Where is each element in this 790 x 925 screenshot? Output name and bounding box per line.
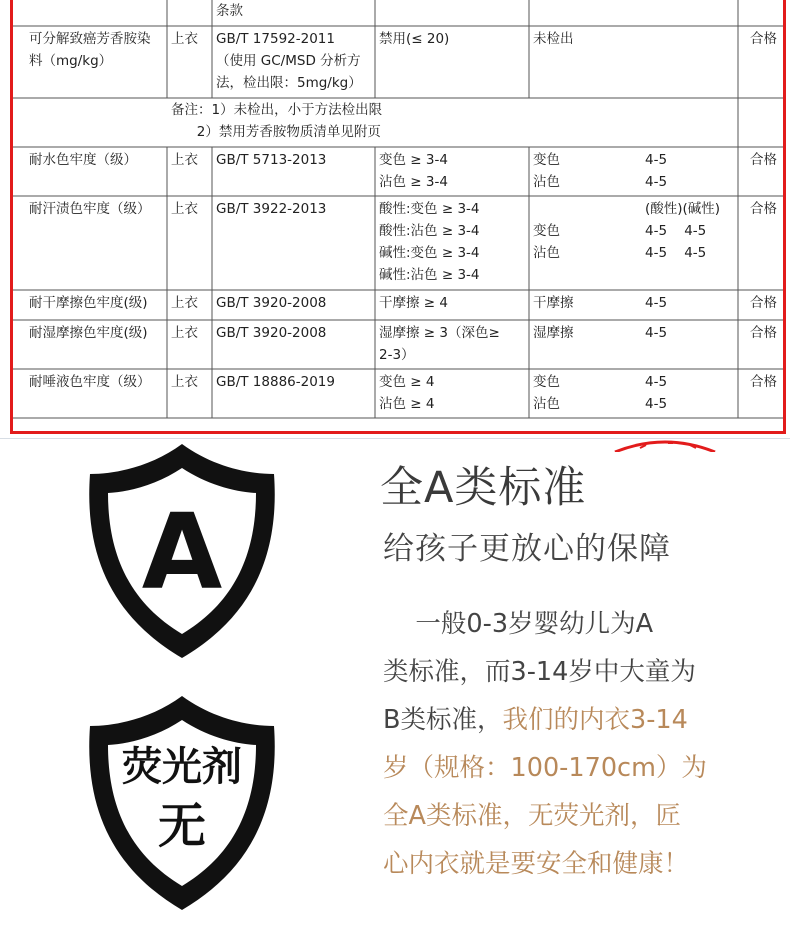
requirement-cell: 沾色 ≥ 3-4 [379,174,448,190]
value-cell: 4-5 4-5 [645,223,707,239]
result-cell: 沾色 [533,245,560,261]
requirement-cell: 酸性:变色 ≥ 3-4 [379,201,480,217]
requirement-cell: 酸性:沾色 ≥ 3-4 [379,223,480,239]
promo-line: 心内衣就是要安全和健康！ [383,849,690,879]
value-cell: 4-5 [645,152,668,168]
verdict-cell: 合格 [750,201,777,217]
method-cell: GB/T 3922-2013 [216,201,327,217]
subheadline: 给孩子更放心的保障 [383,531,671,567]
result-cell: 沾色 [533,396,560,412]
part-cell: 上衣 [171,31,198,47]
result-cell: 湿摩擦 [533,325,574,341]
test-report-table [10,0,786,434]
fluorescent-label: 荧光剂 [122,744,242,790]
value-cell: 4-5 [645,374,668,390]
promo-line: 岁（规格：100-170cm）为 [383,753,707,783]
method-cell: GB/T 17592-2011 [216,31,335,47]
method-cell: GB/T 18886-2019 [216,374,335,390]
item-name-cell: 耐湿摩擦色牢度(级) [29,325,148,341]
value-cell: 4-5 [645,325,668,341]
result-cell: 变色 [533,223,560,239]
requirement-cell: 碱性:变色 ≥ 3-4 [379,245,480,261]
part-cell: 上衣 [171,374,198,390]
headline: 全A类标准 [380,463,587,513]
item-name-cell: 耐水色牢度（级） [29,152,137,168]
value-cell: 4-5 [645,174,668,190]
requirement-cell: 禁用(≤ 20) [379,31,450,47]
requirement-cell: 沾色 ≥ 4 [379,396,435,412]
requirement-cell: 变色 ≥ 3-4 [379,152,448,168]
no-fluorescent-shield-icon [82,690,282,916]
part-cell: 上衣 [171,295,198,311]
result-cell: 干摩擦 [533,295,574,311]
value-header: (酸性)(碱性) [645,201,721,217]
item-name-cell: 可分解致癌芳香胺染 料（mg/kg） [29,31,151,69]
value-cell: 4-5 [645,396,668,412]
requirement-cell: 干摩擦 ≥ 4 [379,295,448,311]
value-cell: 4-5 4-5 [645,245,707,261]
none-label: 无 [157,798,207,854]
stamp-fragment [610,438,720,452]
verdict-cell: 合格 [750,374,777,390]
requirement-cell: 2-3） [379,347,415,363]
verdict-cell: 合格 [750,295,777,311]
method-cell: GB/T 3920-2008 [216,325,327,341]
item-name-cell: 耐干摩擦色牢度(级) [29,295,148,311]
note-line: 2）禁用芳香胺物质清单见附页 [171,124,381,140]
value-cell: 4-5 [645,295,668,311]
part-cell: 上衣 [171,201,198,217]
part-cell: 上衣 [171,325,198,341]
method-cell: （使用 GC/MSD 分析方 [216,53,361,69]
verdict-cell: 合格 [750,31,777,47]
part-cell: 上衣 [171,152,198,168]
method-cell: 法，检出限：5mg/kg） [216,75,362,91]
note-line: 备注：1）未检出，小于方法检出限 [171,102,383,118]
grade-a-letter: A [141,491,223,613]
promo-line: 类标准，而3-14岁中大童为 [383,657,696,687]
result-cell: 变色 [533,374,560,390]
method-cell: GB/T 5713-2013 [216,152,327,168]
requirement-cell: 碱性:沾色 ≥ 3-4 [379,267,480,283]
promo-line: 全A类标准，无荧光剂，匠 [383,801,681,831]
result-cell: 沾色 [533,174,560,190]
requirement-cell: 湿摩擦 ≥ 3（深色≥ [379,325,500,341]
result-cell: 未检出 [533,31,574,47]
requirement-cell: 变色 ≥ 4 [379,374,435,390]
promo-line: B类标准，我们的内衣3-14 [383,705,688,735]
verdict-cell: 合格 [750,325,777,341]
item-name-cell: 耐汗渍色牢度（级） [29,201,151,217]
promo-line: 一般0-3岁婴幼儿为A [383,609,654,639]
method-cell: 条款 [216,3,243,19]
result-cell: 变色 [533,152,560,168]
method-cell: GB/T 3920-2008 [216,295,327,311]
item-name-cell: 耐唾液色牢度（级） [29,374,151,390]
grade-a-shield-icon [82,438,282,664]
verdict-cell: 合格 [750,152,777,168]
